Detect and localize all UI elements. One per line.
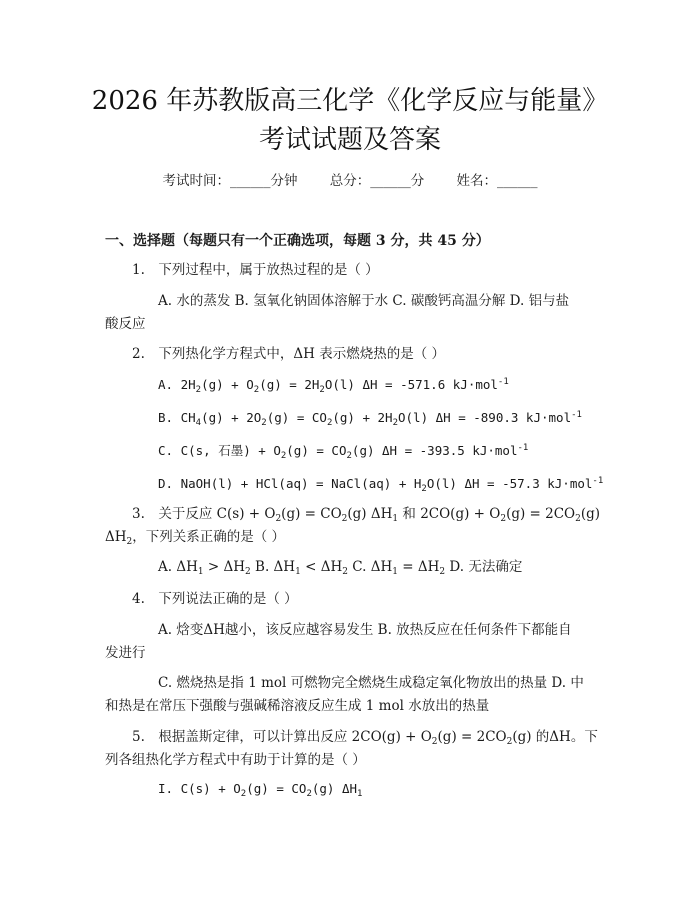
- q4-options-ab-cont: 发进行: [105, 645, 146, 661]
- student-name-field: 姓名：______: [456, 173, 538, 189]
- q1-options: A. 水的蒸发 B. 氢氧化钠固体溶解于水 C. 碳酸钙高温分解 D. 铝与盐: [158, 293, 570, 309]
- q2-option-b: B. $CH_4(g) + 2O_2(g) = CO_2(g) + 2H_2O(l) \Delta H = -890.3$ kJ·mol$^{-1}$: [158, 410, 582, 428]
- exam-title-line2: 考试试题及答案: [258, 125, 441, 155]
- q2-option-d: D. NaOH(l) + HCl(aq) = NaCl(aq) + $H_2O(l) \Delta H = -57.3$ kJ·mol$^{-1}$: [158, 476, 604, 494]
- q1-stem: 1. 下列过程中，属于放热过程的是（ ）: [132, 262, 379, 278]
- q3-stem-cont: $\Delta H_2$，下列关系正确的是（ ）: [105, 529, 286, 547]
- total-score-field: 总分：______分: [329, 173, 425, 189]
- q5-stem-cont: 列各组热化学方程式中有助于计算的是（ ）: [105, 752, 366, 768]
- exam-meta: [0, 169, 700, 189]
- q5-item-i: I. $C(s) + O_2(g) = CO_2(g)$ $\Delta H_1$: [158, 781, 363, 799]
- q2-option-a: A. $2H_2(g) + O_2(g) = 2H_2O(l) \Delta H = -571.6$ kJ·mol$^{-1}$: [158, 377, 509, 395]
- q4-stem: 4. 下列说法正确的是（ ）: [132, 591, 298, 607]
- q4-options-cd-cont: 和热是在常压下强酸与强碱稀溶液反应生成 1 mol 水放出的热量: [105, 698, 490, 714]
- q3-options: A. $\Delta H_1 > \Delta H_2$ B. $\Delta H_1 < \Delta H_2$ C. $\Delta H_1 = \Delta H_2$ D. 无法确定: [158, 559, 523, 577]
- q5-stem: 5. 根据盖斯定律，可以计算出反应 $2CO(g) + O_2(g) = 2CO_2(g)$ 的ΔH。下: [132, 729, 598, 747]
- exam-title-line1: 2026 年苏教版高三化学《化学反应与能量》: [91, 86, 609, 116]
- q2-stem: 2. 下列热化学方程式中，ΔH 表示燃烧热的是（ ）: [132, 346, 445, 362]
- q4-options-cd: C. 燃烧热是指 1 mol 可燃物完全燃烧生成稳定氧化物放出的热量 D. 中: [158, 675, 584, 691]
- section-heading-choice: 一、选择题（每题只有一个正确选项，每题 3 分，共 45 分）: [105, 233, 490, 249]
- q1-options-cont: 酸反应: [105, 316, 146, 332]
- exam-time-field: 考试时间：______分钟: [162, 173, 298, 189]
- q2-option-c: C. C(s, 石墨) + $O_2(g) = CO_2(g) \Delta H = -393.5$ kJ·mol$^{-1}$: [158, 443, 529, 461]
- q3-stem: 3. 关于反应 $C(s) + O_2(g) = CO_2(g)$ $\Delta H_1$ 和 $2CO(g) + O_2(g) = 2CO_2(g)$: [132, 506, 601, 524]
- q4-options-ab: A. 焓变ΔH越小，该反应越容易发生 B. 放热反应在任何条件下都能自: [158, 622, 572, 638]
